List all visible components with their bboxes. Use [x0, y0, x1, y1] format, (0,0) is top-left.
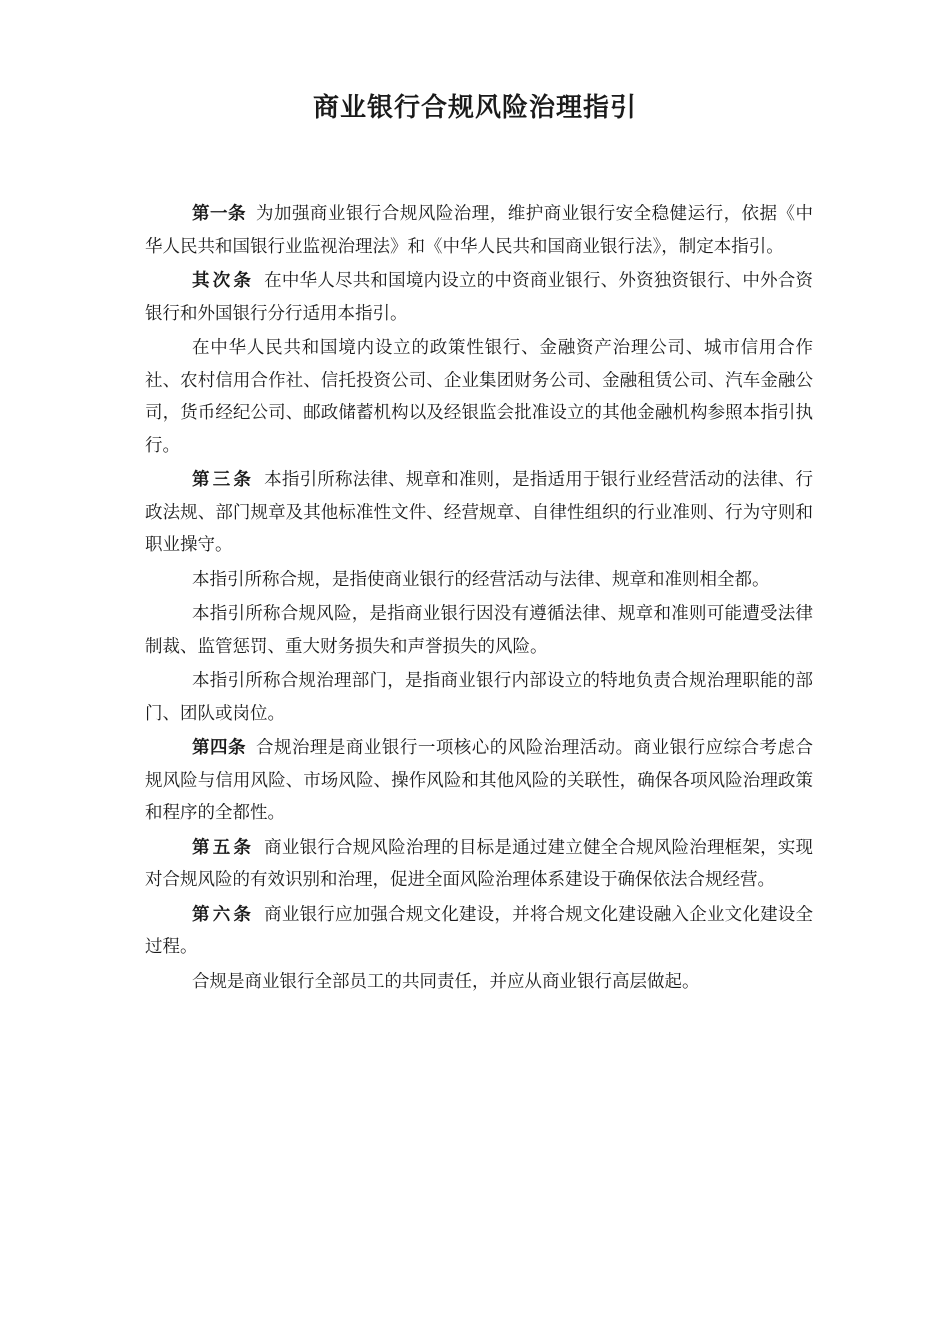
article-text: 合规治理是商业银行一项核心的风险治理活动。商业银行应综合考虑合规风险与信用风险、市场风险、操作风险和其他风险的关联性，确保各项风险治理政策和程序的全都性。 [145, 738, 814, 823]
article-1 [145, 198, 813, 263]
article-4 [145, 732, 813, 830]
article-label: 其次条 [192, 271, 255, 291]
paragraph-text: 本指引所称合规，是指使商业银行的经营活动与法律、规章和准则相全都。 [192, 569, 770, 590]
article-3-paragraph-2 [145, 564, 813, 597]
article-label: 第六条 [192, 904, 255, 925]
article-3 [145, 464, 813, 562]
paragraph-text: 合规是商业银行全部员工的共同责任，并应从商业银行高层做起。 [192, 971, 700, 992]
article-3-paragraph-3 [145, 598, 813, 663]
article-text: 在中华人尽共和国境内设立的中资商业银行、外资独资银行、中外合资银行和外国银行分行适用本指引。 [145, 271, 814, 324]
article-3-paragraph-4 [145, 665, 813, 730]
article-text: 商业银行合规风险治理的目标是通过建立健全合规风险治理框架，实现对合规风险的有效识别和治理，促进全面风险治理体系建设于确保依法合规经营。 [145, 837, 814, 890]
paragraph-text: 本指引所称合规风险，是指商业银行因没有遵循法律、规章和准则可能遭受法律制裁、监管惩罚、重大财务损失和声誉损失的风险。 [145, 604, 813, 657]
paragraph-text: 在中华人民共和国境内设立的政策性银行、金融资产治理公司、城市信用合作社、农村信用合作社、信托投资公司、企业集团财务公司、金融租赁公司、汽车金融公司，货币经纪公司、邮政储蓄机构以及经银监会批准设立的其他金融机构参照本指引执行。 [145, 338, 813, 456]
article-text: 为加强商业银行合规风险治理，维护商业银行安全稳健运行，依据《中华人民共和国银行业监视治理法》和《中华人民共和国商业银行法》，制定本指引。 [145, 204, 814, 257]
article-2-paragraph-2 [145, 332, 813, 462]
article-6-paragraph-2 [145, 966, 813, 999]
article-label: 第四条 [192, 738, 246, 758]
article-6 [145, 899, 813, 964]
document-title: 商业银行合规风险治理指引 [312, 93, 637, 123]
paragraph-text: 本指引所称合规治理部门，是指商业银行内部设立的特地负责合规治理职能的部门、团队或岗位。 [145, 671, 813, 724]
article-2 [145, 265, 813, 330]
article-text: 本指引所称法律、规章和准则，是指适用于银行业经营活动的法律、行政法规、部门规章及其他标准性文件、经营规章、自律性组织的行业准则、行为守则和职业操守。 [145, 470, 814, 555]
article-text: 商业银行应加强合规文化建设，并将合规文化建设融入企业文化建设全过程。 [145, 904, 814, 957]
article-label: 第三条 [192, 470, 255, 490]
article-label: 第一条 [192, 204, 246, 224]
document-body [145, 198, 813, 1000]
article-5 [145, 832, 813, 897]
article-label: 第五条 [192, 837, 255, 858]
